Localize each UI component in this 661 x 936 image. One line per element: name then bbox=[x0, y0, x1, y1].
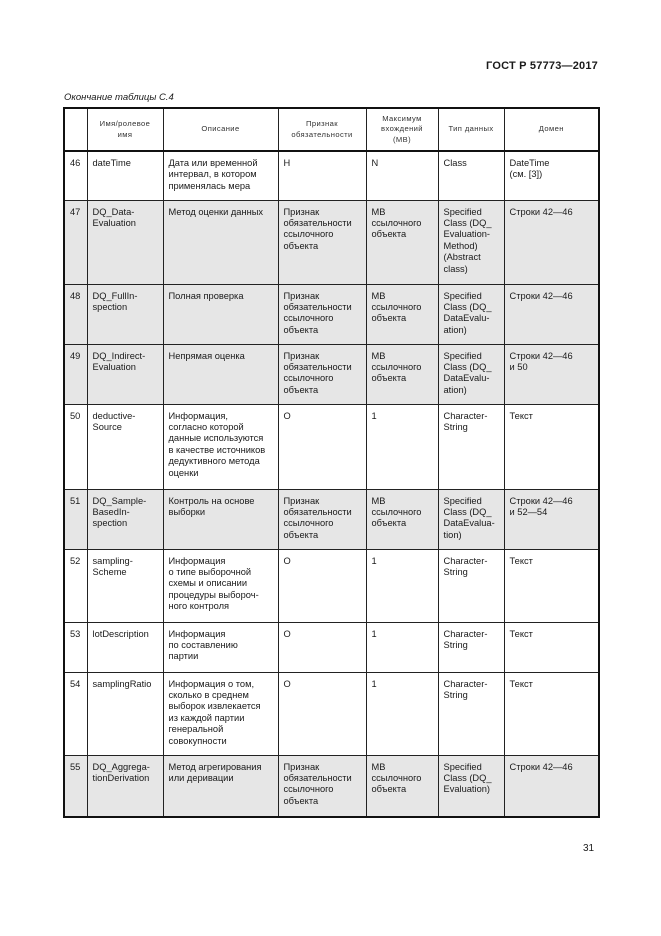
domain-cell: Текст bbox=[504, 549, 599, 622]
domain-cell: Текст bbox=[504, 672, 599, 755]
row-number: 54 bbox=[64, 672, 87, 755]
row-number: 46 bbox=[64, 151, 87, 200]
domain-cell: Строки 42—46 bbox=[504, 200, 599, 284]
obligation-cell: Признак обязательности ссылочного объекта bbox=[278, 344, 366, 404]
data-type-cell: Specified Class (DQ_ DataEvalu- ation) bbox=[438, 344, 504, 404]
table-header-row bbox=[64, 108, 599, 151]
element-name: dateTime bbox=[87, 151, 163, 200]
element-name: lotDescription bbox=[87, 622, 163, 672]
obligation-cell: О bbox=[278, 549, 366, 622]
obligation-cell: Признак обязательности ссылочного объекта bbox=[278, 284, 366, 344]
max-occurrence-cell: МВ ссылочного объекта bbox=[366, 284, 438, 344]
column-header-max-occurrence: Максимум вхождений (МВ) bbox=[366, 108, 438, 151]
data-type-cell: Specified Class (DQ_ Evaluation- Method) (Abstract class) bbox=[438, 200, 504, 284]
obligation-cell: Признак обязательности ссылочного объекта bbox=[278, 489, 366, 549]
max-occurrence-cell: 1 bbox=[366, 404, 438, 489]
column-header-number bbox=[64, 108, 87, 151]
column-header-name: Имя/ролевое имя bbox=[87, 108, 163, 151]
description-cell: Метод агрегирования или деривации bbox=[163, 755, 278, 817]
data-type-cell: Specified Class (DQ_ DataEvalu- ation) bbox=[438, 284, 504, 344]
standard-number: ГОСТ Р 57773—2017 bbox=[486, 60, 598, 72]
table-row bbox=[64, 672, 599, 755]
data-type-cell: Specified Class (DQ_ Evaluation) bbox=[438, 755, 504, 817]
domain-cell: Строки 42—46 bbox=[504, 284, 599, 344]
max-occurrence-cell: 1 bbox=[366, 672, 438, 755]
element-name: DQ_FullIn- spection bbox=[87, 284, 163, 344]
obligation-cell: Н bbox=[278, 151, 366, 200]
domain-cell: Текст bbox=[504, 404, 599, 489]
max-occurrence-cell: МВ ссылочного объекта bbox=[366, 489, 438, 549]
row-number: 51 bbox=[64, 489, 87, 549]
element-name: DQ_Indirect- Evaluation bbox=[87, 344, 163, 404]
table-row bbox=[64, 549, 599, 622]
table-row bbox=[64, 344, 599, 404]
data-type-cell: Character- String bbox=[438, 622, 504, 672]
description-cell: Информация о типе выборочной схемы и описании процедуры выбороч- ного контроля bbox=[163, 549, 278, 622]
data-type-cell: Character- String bbox=[438, 549, 504, 622]
max-occurrence-cell: 1 bbox=[366, 622, 438, 672]
data-type-cell: Specified Class (DQ_ DataEvalua- tion) bbox=[438, 489, 504, 549]
domain-cell: Строки 42—46 bbox=[504, 755, 599, 817]
obligation-cell: О bbox=[278, 404, 366, 489]
table-row bbox=[64, 151, 599, 200]
max-occurrence-cell: МВ ссылочного объекта bbox=[366, 755, 438, 817]
data-type-cell: Class bbox=[438, 151, 504, 200]
description-cell: Информация о том, сколько в среднем выборок извлекается из каждой партии генеральной совокупности bbox=[163, 672, 278, 755]
max-occurrence-cell: МВ ссылочного объекта bbox=[366, 344, 438, 404]
element-name: sampling- Scheme bbox=[87, 549, 163, 622]
table-row bbox=[64, 755, 599, 817]
row-number: 52 bbox=[64, 549, 87, 622]
element-name: DQ_Aggrega- tionDerivation bbox=[87, 755, 163, 817]
description-cell: Полная проверка bbox=[163, 284, 278, 344]
row-number: 55 bbox=[64, 755, 87, 817]
domain-cell: Текст bbox=[504, 622, 599, 672]
row-number: 50 bbox=[64, 404, 87, 489]
max-occurrence-cell: N bbox=[366, 151, 438, 200]
element-name: samplingRatio bbox=[87, 672, 163, 755]
obligation-cell: Признак обязательности ссылочного объекта bbox=[278, 755, 366, 817]
column-header-obligation: Признак обязательности bbox=[278, 108, 366, 151]
obligation-cell: Признак обязательности ссылочного объекта bbox=[278, 200, 366, 284]
table-caption: Окончание таблицы С.4 bbox=[64, 92, 174, 103]
page-number: 31 bbox=[583, 843, 595, 854]
table-row bbox=[64, 284, 599, 344]
column-header-domain: Домен bbox=[504, 108, 599, 151]
table-row bbox=[64, 404, 599, 489]
row-number: 53 bbox=[64, 622, 87, 672]
data-type-cell: Character- String bbox=[438, 672, 504, 755]
max-occurrence-cell: МВ ссылочного объекта bbox=[366, 200, 438, 284]
max-occurrence-cell: 1 bbox=[366, 549, 438, 622]
element-name: DQ_Sample- BasedIn- spection bbox=[87, 489, 163, 549]
table-row bbox=[64, 200, 599, 284]
domain-cell: Строки 42—46 и 52—54 bbox=[504, 489, 599, 549]
obligation-cell: О bbox=[278, 622, 366, 672]
description-cell: Дата или временной интервал, в котором применялась мера bbox=[163, 151, 278, 200]
description-cell: Метод оценки данных bbox=[163, 200, 278, 284]
table-row bbox=[64, 489, 599, 549]
table-row bbox=[64, 622, 599, 672]
row-number: 47 bbox=[64, 200, 87, 284]
row-number: 49 bbox=[64, 344, 87, 404]
description-cell: Информация по составлению партии bbox=[163, 622, 278, 672]
data-table bbox=[63, 107, 600, 818]
column-header-data-type: Тип данных bbox=[438, 108, 504, 151]
domain-cell: DateTime (см. [3]) bbox=[504, 151, 599, 200]
description-cell: Непрямая оценка bbox=[163, 344, 278, 404]
description-cell: Информация, согласно которой данные используются в качестве источников дедуктивного метода оценки bbox=[163, 404, 278, 489]
data-type-cell: Character- String bbox=[438, 404, 504, 489]
obligation-cell: О bbox=[278, 672, 366, 755]
description-cell: Контроль на основе выборки bbox=[163, 489, 278, 549]
row-number: 48 bbox=[64, 284, 87, 344]
column-header-description: Описание bbox=[163, 108, 278, 151]
element-name: DQ_Data- Evaluation bbox=[87, 200, 163, 284]
element-name: deductive- Source bbox=[87, 404, 163, 489]
domain-cell: Строки 42—46 и 50 bbox=[504, 344, 599, 404]
